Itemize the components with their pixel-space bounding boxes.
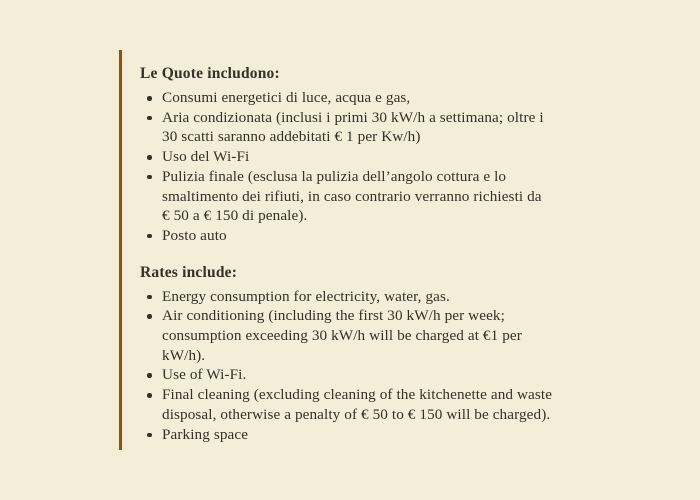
item-line: kW/h). — [162, 346, 206, 364]
item-text — [162, 147, 620, 167]
list-item — [140, 425, 620, 445]
bullet-icon — [147, 155, 152, 160]
item-line: Pulizia finale (esclusa la pulizia dell’angolo cottura e lo — [162, 167, 507, 185]
item-line: Use of Wi-Fi. — [162, 366, 247, 384]
item-line: € 50 a € 150 di penale). — [162, 207, 308, 225]
item-line: Air conditioning (including the first 30 kW/h per week; — [162, 307, 505, 325]
item-line: Energy consumption for electricity, water, gas. — [162, 287, 450, 305]
section-heading-italian: Le Quote includono: — [140, 65, 280, 82]
item-line: Parking space — [162, 425, 249, 443]
list-item — [140, 167, 620, 226]
item-line: 30 scatti saranno addebitati € 1 per Kw/h) — [162, 128, 421, 146]
bullet-list-italian — [140, 88, 620, 246]
bullet-icon — [147, 116, 152, 121]
list-item — [140, 287, 620, 307]
item-text — [162, 365, 620, 385]
item-text — [162, 88, 620, 108]
list-item — [140, 88, 620, 108]
bullet-list-english — [140, 287, 620, 445]
bullet-icon — [147, 314, 152, 319]
list-item — [140, 385, 620, 424]
item-line: Posto auto — [162, 226, 227, 244]
item-line: Consumi energetici di luce, acqua e gas, — [162, 89, 411, 106]
section-english-rates — [140, 263, 620, 445]
bullet-icon — [147, 175, 152, 180]
item-text — [162, 226, 620, 246]
item-text — [162, 306, 620, 365]
item-line: consumption exceeding 30 kW/h will be charged at €1 per — [162, 327, 522, 345]
item-line: Uso del Wi-Fi — [162, 148, 250, 166]
list-item — [140, 365, 620, 385]
bullet-icon — [147, 373, 152, 378]
list-item — [140, 306, 620, 365]
item-text — [162, 167, 620, 226]
item-text — [162, 425, 620, 445]
section-italian-quotes — [140, 64, 620, 246]
bullet-icon — [147, 234, 152, 239]
section-heading-english: Rates include: — [140, 263, 238, 281]
vertical-accent-line — [119, 50, 122, 450]
bullet-icon — [147, 393, 152, 398]
item-line: Aria condizionata (inclusi i primi 30 kW/h a settimana; oltre i — [162, 108, 544, 126]
item-line: smaltimento dei rifiuti, in caso contrario verranno richiesti da — [162, 187, 542, 205]
item-line: Final cleaning (excluding cleaning of the kitchenette and waste — [162, 386, 553, 404]
list-item — [140, 108, 620, 147]
item-line: disposal, otherwise a penalty of € 50 to € 150 will be charged). — [162, 405, 551, 423]
bullet-icon — [147, 295, 152, 300]
bullet-icon — [147, 96, 152, 101]
list-item — [140, 147, 620, 167]
bullet-icon — [147, 433, 152, 438]
list-item — [140, 226, 620, 246]
flyer-content — [140, 64, 620, 444]
item-text — [162, 287, 620, 307]
item-text — [162, 385, 620, 424]
item-text — [162, 108, 620, 147]
